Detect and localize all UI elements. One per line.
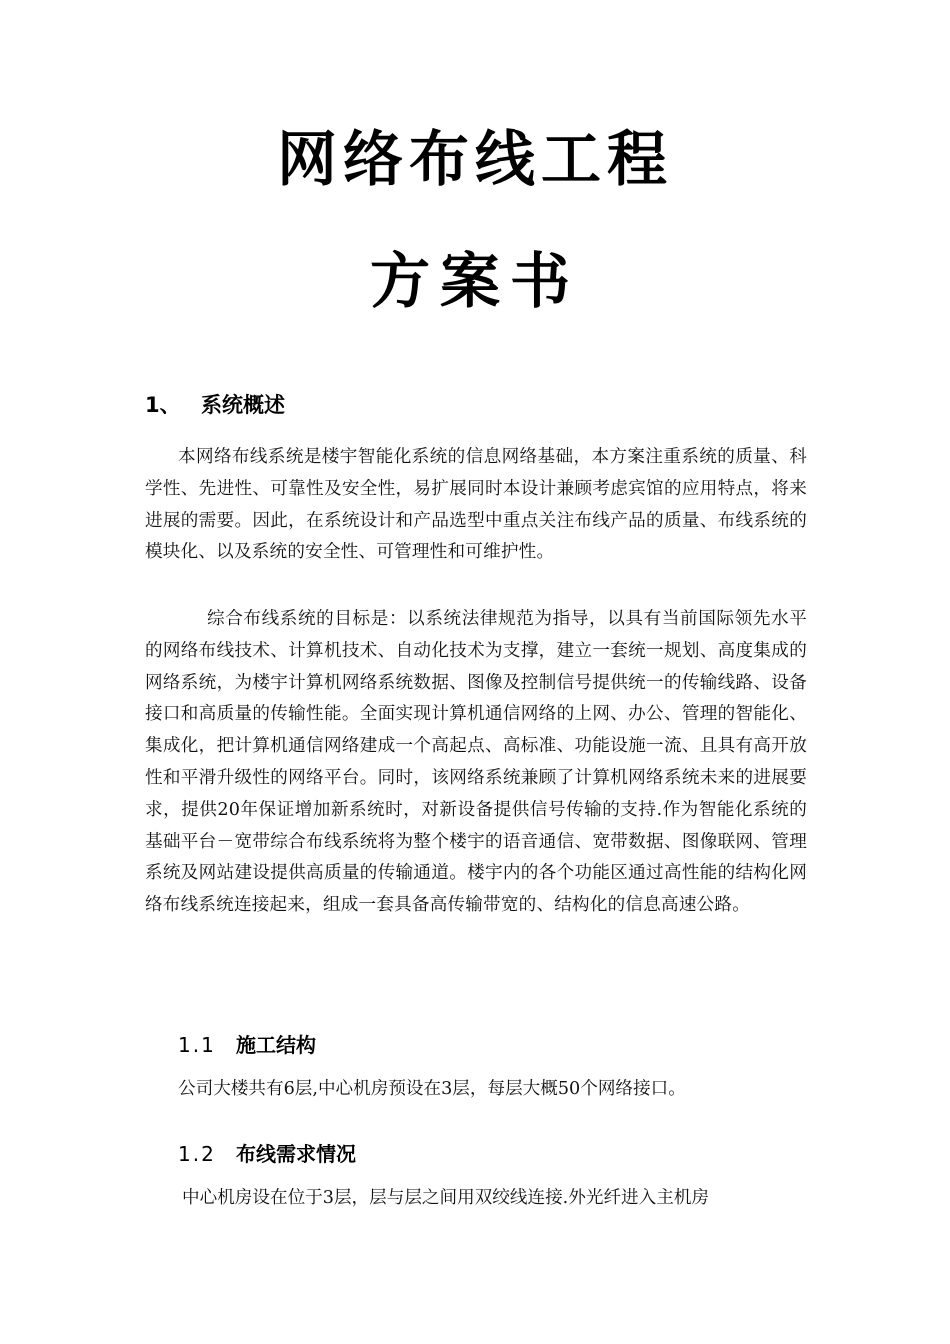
overview-paragraph-2: 综合布线系统的目标是：以系统法律规范为指导，以具有当前国际领先水平的网络布线技术、计算机技术、自动化技术为支撑，建立一套统一规划、高度集成的网络系统，为楼宇计算机网络系统数据、图像及控制信号提供统一的传输线路、设备接口和高质量的传输性能。全面实现计算机通信网络的上网、办公、管理的智能化、集成化，把计算机通信网络建成一个高起点、高标准、功能设施一流、且具有高开放性和平滑升级性的网络平台。同时，该网络系统兼顾了计算机网络系统未来的进展要求，提供20年保证增加新系统时，对新设备提供信号传输的支持.作为智能化系统的基础平台－宽带综合布线系统将为整个楼宇的语音通信、宽带数据、图像联网、管理系统及网站建设提供高质量的传输通道。楼宇内的各个功能区通过高性能的结构化网络布线系统连接起来，组成一套具备高传输带宽的、结构化的信息高速公路。 (145, 609, 807, 916)
subsection-heading-cabling-requirements (178, 1139, 356, 1169)
subsection-title: 布线需求情况 (236, 1142, 356, 1166)
construction-structure-text: 公司大楼共有6层,中心机房预设在3层，每层大概50个网络接口。 (178, 1079, 686, 1099)
section-number: 1、 (145, 393, 181, 417)
document-title: 网络布线工程 (277, 125, 673, 195)
section-title: 系统概述 (201, 393, 285, 417)
subsection-number: 1.1 (178, 1033, 216, 1057)
subsection-title: 施工结构 (236, 1033, 316, 1057)
document-subtitle: 方案书 (370, 247, 580, 317)
subsection-heading-construction-structure (178, 1030, 316, 1060)
cabling-requirements-text: 中心机房设在位于3层，层与层之间用双绞线连接.外光纤进入主机房 (182, 1188, 710, 1208)
overview-paragraph-1: 本网络布线系统是楼宇智能化系统的信息网络基础，本方案注重系统的质量、科学性、先进性、可靠性及安全性，易扩展同时本设计兼顾考虑宾馆的应用特点，将来进展的需要。因此，在系统设计和产品选型中重点关注布线产品的质量、布线系统的模块化、以及系统的安全性、可管理性和可维护性。 (145, 447, 807, 563)
section-heading-system-overview (145, 390, 285, 420)
subsection-number: 1.2 (178, 1142, 216, 1166)
